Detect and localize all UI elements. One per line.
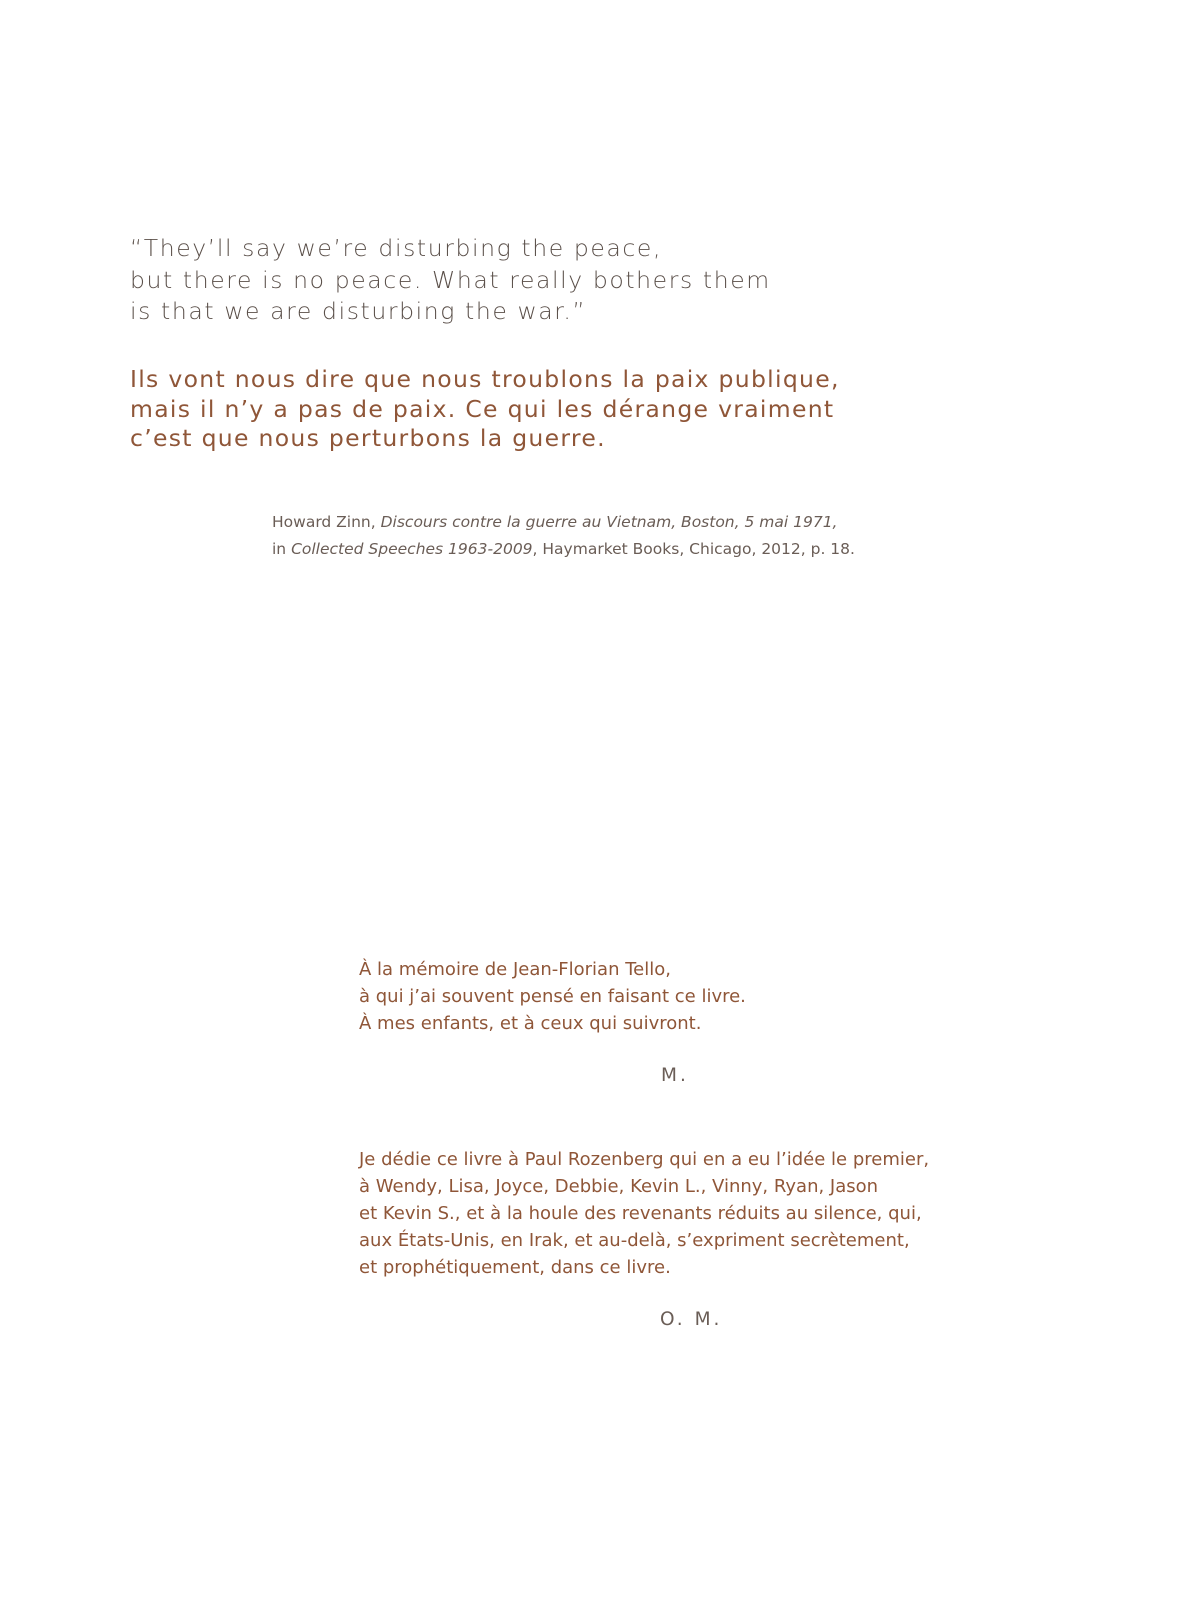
- citation-author: Howard Zinn,: [272, 513, 381, 531]
- french-quote-line: c’est que nous perturbons la guerre.: [130, 424, 606, 452]
- dedication-line: Je dédie ce livre à Paul Rozenberg qui en a eu l’idée le premier,: [359, 1149, 930, 1170]
- citation-prefix: in: [272, 540, 292, 558]
- dedication-line: À la mémoire de Jean-Florian Tello,: [359, 959, 671, 980]
- french-quote-line: Ils vont nous dire que nous troublons la paix publique,: [130, 365, 840, 393]
- citation-book-title: Collected Speeches 1963-2009: [291, 540, 533, 558]
- english-quote-line: is that we are disturbing the war.”: [130, 297, 587, 325]
- english-quote-line: “They’ll say we’re disturbing the peace,: [130, 234, 663, 262]
- signature-first: M.: [661, 1065, 689, 1086]
- quote-citation: [272, 509, 892, 563]
- english-quote: [130, 233, 830, 328]
- dedication-line: et prophétiquement, dans ce livre.: [359, 1257, 671, 1278]
- citation-line: [272, 509, 892, 536]
- citation-publisher: , Haymarket Books, Chicago, 2012, p. 18.: [532, 540, 855, 558]
- citation-line: [272, 536, 892, 563]
- dedication-line: à Wendy, Lisa, Joyce, Debbie, Kevin L., Vinny, Ryan, Jason: [359, 1176, 879, 1197]
- dedication-second: [359, 1146, 979, 1281]
- french-quote-line: mais il n’y a pas de paix. Ce qui les dérange vraiment: [130, 394, 835, 423]
- citation-work-title: Discours contre la guerre au Vietnam, Boston, 5 mai 1971,: [380, 513, 838, 531]
- dedication-line: à qui j’ai souvent pensé en faisant ce livre.: [359, 986, 746, 1007]
- signature-second: O. M.: [660, 1309, 723, 1330]
- dedication-line: aux États-Unis, en Irak, et au-delà, s’expriment secrètement,: [359, 1230, 910, 1251]
- english-quote-line: but there is no peace. What really bothers them: [130, 265, 771, 294]
- dedication-first: [359, 956, 979, 1037]
- dedication-line: À mes enfants, et à ceux qui suivront.: [359, 1013, 702, 1034]
- dedication-line: et Kevin S., et à la houle des revenants réduits au silence, qui,: [359, 1203, 922, 1224]
- french-quote: [130, 365, 890, 454]
